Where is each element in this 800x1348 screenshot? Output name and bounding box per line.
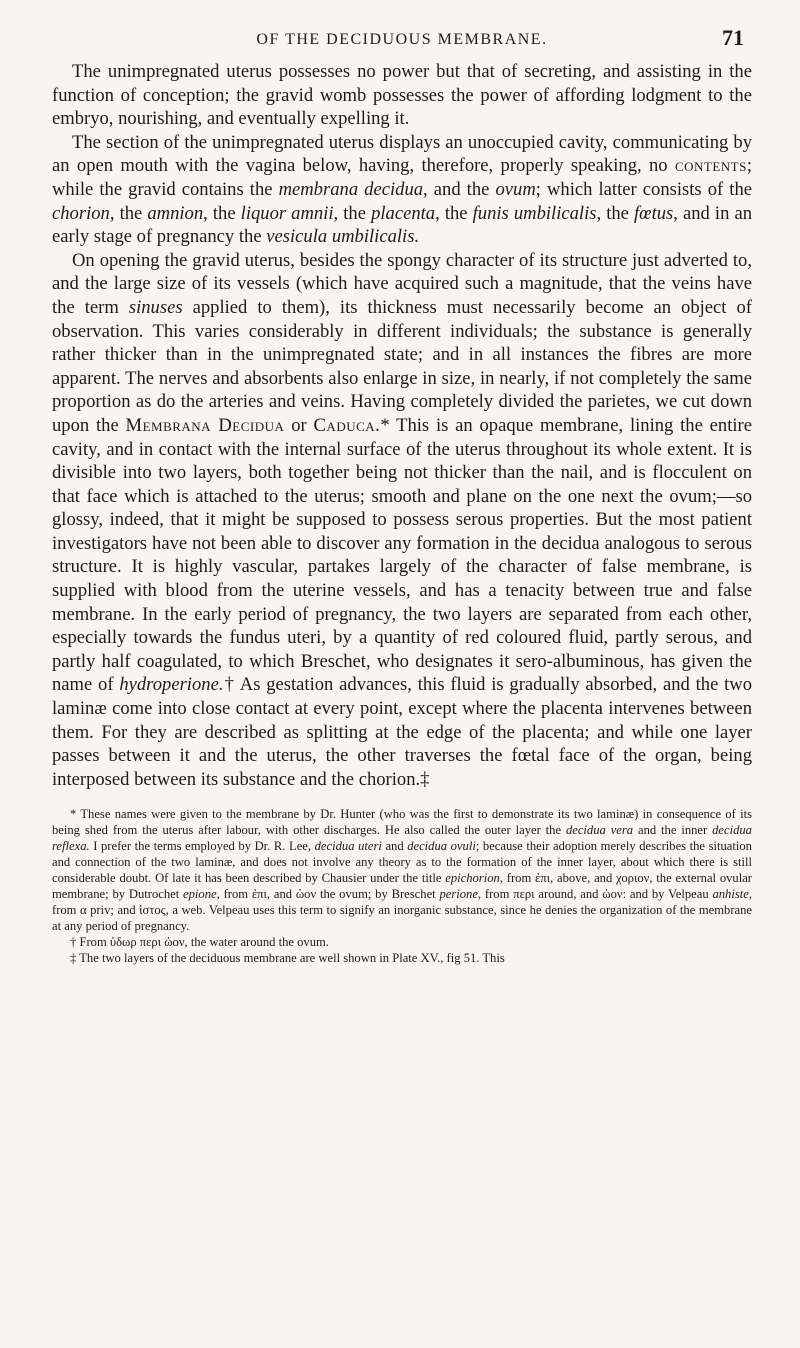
term-ovum: ovum <box>495 178 536 200</box>
footnotes <box>52 807 752 966</box>
text-run: , and the <box>423 178 496 200</box>
term-liquor-amnii: liquor amnii <box>240 202 334 224</box>
term-foetus: fœtus <box>634 202 674 224</box>
term-contents: contents <box>674 155 747 177</box>
term-perione: perione <box>439 886 478 901</box>
body-text <box>52 60 752 791</box>
term-decidua-reflexa: decidua reflexa. <box>52 823 752 854</box>
text-run: , from περι around, and ὠον: and by Velpeau <box>477 886 713 901</box>
term-decidua-vera: decidua vera <box>565 823 634 838</box>
page-title: OF THE DECIDUOUS MEMBRANE. <box>256 31 548 48</box>
page-number: 71 <box>722 25 744 50</box>
text-run: , the <box>203 202 241 224</box>
term-placenta: placenta <box>371 202 436 224</box>
running-head <box>52 0 752 60</box>
footnote-asterisk <box>52 807 752 934</box>
paragraph-gravid-uterus <box>52 249 752 792</box>
text-run: , the <box>109 202 148 224</box>
term-chorion: chorion <box>52 202 110 224</box>
text-run: * This is an opaque membrane, lining the entire cavity, and in contact with the internal surface of the uterus throughout its whole extent. It is divisible into two layers, both together being not thicker than the nail, and is flocculent on that face which is attached to the uterus; smooth and plane on the one next the ovum;—so glossy, indeed, that it might be supposed to possess serous properties. But the most patient investigators have not been able to discover any formation in the decidua analogous to serous structure. It is highly vascular, partakes largely of the character of false membrane, is supplied with blood from the uterine vessels, and has a tenacity between true and false membrane. In the early period of pregnancy, the two layers are separated from each other, especially towards the fundus uteri, by a quantity of red coloured fluid, partly serous, and partly half coagulated, to which Breschet, who designates it sero-albuminous, has given the name of <box>52 414 752 696</box>
text-run: * These names were given to the membrane by Dr. Hunter (who was the first to demonstrate its two laminæ) in consequence of its being shed from the uterus after labour, with other discharges. He also called the outer layer the <box>52 807 752 838</box>
paragraph-function-of-uterus: The unimpregnated uterus possesses no power but that of secreting, and assisting in the function of conception; the gravid womb possesses the power of affording lodgment to the embryo, nourishing, and eventually expelling it. <box>52 61 752 130</box>
text-run: , from ἐπι, and ὠον the ovum; by Breschet <box>216 886 440 901</box>
term-epichorion: epichorion <box>445 871 500 886</box>
term-funis-umbilicalis: funis umbilicalis <box>472 202 597 224</box>
text-run: ; which latter consists of the <box>535 178 753 200</box>
text-run: ; while the gravid contains the <box>52 155 752 200</box>
term-membrana-decidua-heading: Membrana Decidua <box>125 414 285 436</box>
paragraph-section-of-uterus <box>52 131 752 249</box>
text-run: The section of the unimpregnated uterus displays an unoccupied cavity, communicating by an open mouth with the vagina below, having, therefore, properly speaking, no <box>52 131 752 177</box>
footnote-dagger: † From ὑδωρ περι ὠον, the water around the ovum. <box>70 934 329 949</box>
term-anhiste: anhiste <box>712 886 749 901</box>
text-run: , the <box>435 202 473 224</box>
footnote-double-dagger: ‡ The two layers of the deciduous membrane are well shown in Plate XV., fig 51. This <box>70 950 505 965</box>
text-run: and the inner <box>633 823 713 838</box>
text-run: , from ἐπι, above, and χοριον, the external ovular membrane; by Dutrochet <box>52 871 753 901</box>
text-run: or <box>284 414 314 436</box>
term-decidua-ovuli: decidua ovuli <box>407 839 476 854</box>
text-run: , the <box>333 202 372 224</box>
text-run: ; because their adoption merely describes the situation and connection of the two laminæ, and does not involve any theory as to the formation of the inner layer, about which there is still considerable doubt. Of late it has been described by Chausier under the title <box>52 839 752 886</box>
text-run: † As gestation advances, this fluid is gradually absorbed, and the two laminæ come into close contact at every point, except where the placenta intervenes between them. For they are described as splitting at the edge of the placenta; and while one layer passes between it and the uterus, the other traverses the fœtal face of the organ, being interposed between its substance and the chorion.‡ <box>52 674 752 790</box>
term-amnion: amnion <box>147 202 204 224</box>
term-hydroperione: hydroperione. <box>119 674 224 696</box>
text-run: I prefer the terms employed by Dr. R. Lee, <box>89 839 315 854</box>
term-membrana-decidua: membrana decidua <box>278 178 424 200</box>
text-run: On opening the gravid uterus, besides the spongy character of its structure just adverted to, and the large size of its vessels (which have acquired such a magnitude, that the veins have the term <box>52 249 752 318</box>
text-run: , and in an early stage of pregnancy the <box>52 202 752 248</box>
term-sinuses: sinuses <box>128 296 183 318</box>
term-decidua-uteri: decidua uteri <box>314 839 382 854</box>
text-run: , from α priv; and ἱστος, a web. Velpeau uses this term to signify an inorganic substance, since he denies the organization of the membrane at any period of pregnancy. <box>52 886 752 933</box>
term-vesicula-umbilicalis: vesicula umbilicalis. <box>266 226 420 248</box>
term-caduca: Caduca. <box>313 414 381 436</box>
text-run: applied to them), its thickness must necessarily become an object of observation. This varies considerably in different individuals; the substance is generally rather thicker than in the unimpregnated state; and in all instances the fibres are more apparent. The nerves and absorbents also enlarge in size, in nearly, if not completely the same proportion as do the arteries and veins. Having completely divided the parietes, we cut down upon the <box>52 296 752 436</box>
text-run: and <box>381 839 408 854</box>
text-run: , the <box>596 202 634 224</box>
term-epione: epione <box>183 886 217 901</box>
